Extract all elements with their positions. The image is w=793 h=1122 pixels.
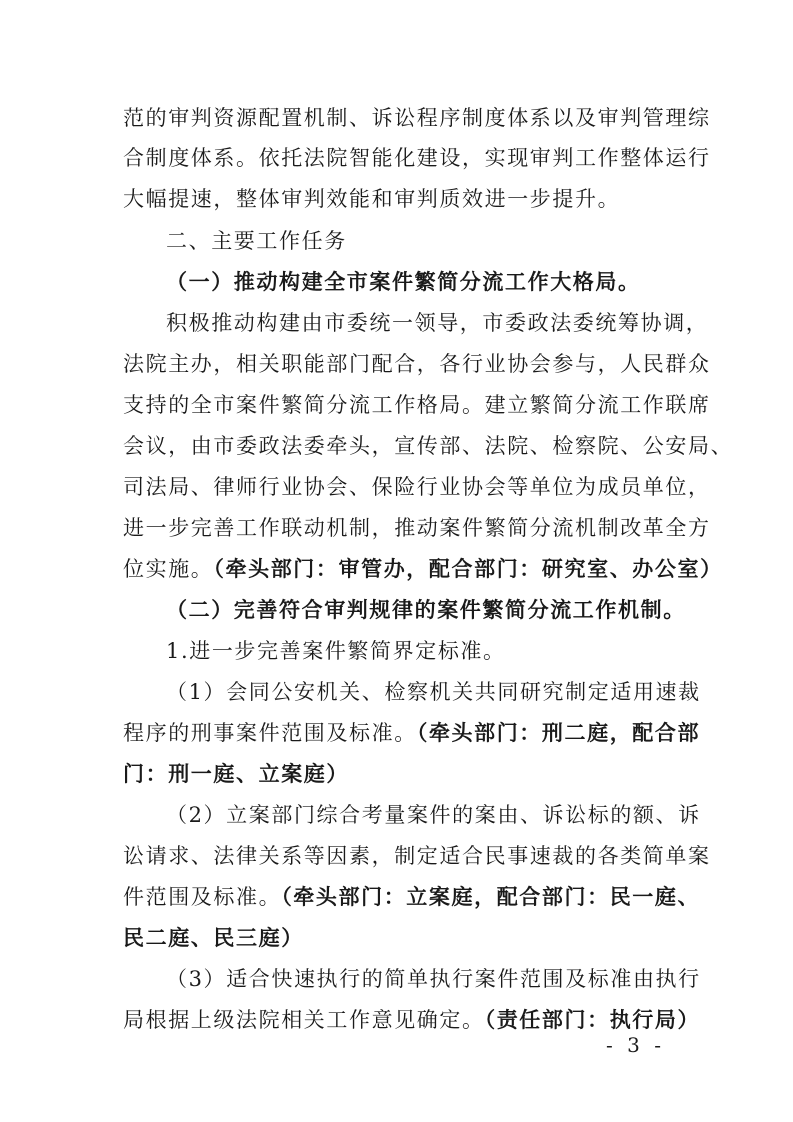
text-segment: 位实施。 [123, 557, 214, 581]
responsibility-note: 门：刑一庭、立案庭） [123, 762, 349, 786]
text-segment: 程序的刑事案件范围及标准。 [123, 721, 417, 745]
page-number: - 3 - [606, 1033, 665, 1057]
text-segment: 司法局、律师行业协会、保险行业协会等单位为成员单位， [123, 475, 711, 499]
responsibility-note: 民二庭、民三庭） [123, 926, 304, 950]
text-segment: 支持的全市案件繁简分流工作格局。建立繁简分流工作联席 [123, 393, 711, 417]
text-segment: 进一步完善工作联动机制，推动案件繁简分流机制改革全方 [123, 516, 711, 540]
paragraph-line [123, 431, 734, 461]
responsibility-note: （责任部门：执行局） [484, 1008, 701, 1032]
paragraph-line [123, 759, 683, 789]
text-segment: 件范围及标准。 [123, 885, 282, 909]
responsibility-note: （牵头部门：立案庭，配合部门：民一庭、 [281, 885, 701, 909]
text-segment: 合制度体系。依托法院智能化建设，实现审判工作整体运行 [123, 146, 711, 170]
text-segment: （3）适合快速执行的简单执行案件范围及标准由执行 [166, 967, 701, 991]
paragraph-line [123, 1005, 701, 1035]
subsection-heading [166, 595, 726, 625]
subsection-heading [166, 267, 726, 297]
paragraph-line [123, 841, 711, 871]
text-segment: 1.进一步完善案件繁简界定标准。 [166, 639, 506, 663]
text-segment: （2）立案部门综合考量案件的案由、诉讼标的额、诉 [166, 803, 701, 827]
text-segment: （一）推动构建全市案件繁简分流工作大格局。 [166, 270, 641, 294]
paragraph-line [123, 390, 711, 420]
paragraph-line [123, 103, 711, 133]
paragraph-line [123, 184, 683, 214]
paragraph-line [123, 143, 711, 173]
item-heading [166, 636, 726, 666]
paragraph-line [166, 677, 726, 707]
text-segment: （二）完善符合审判规律的案件繁简分流工作机制。 [166, 598, 686, 622]
responsibility-note: （牵头部门：刑二庭，配合部 [416, 721, 701, 745]
text-segment: 范的审判资源配置机制、诉讼程序制度体系以及审判管理综 [123, 106, 711, 130]
section-heading [166, 226, 726, 256]
paragraph-line [123, 472, 711, 502]
responsibility-note: （牵头部门：审管办，配合部门：研究室、办公室） [213, 557, 723, 581]
paragraph-line [123, 513, 711, 543]
paragraph-line [123, 349, 711, 379]
text-segment: 法院主办，相关职能部门配合，各行业协会参与，人民群众 [123, 352, 711, 376]
paragraph-line [123, 554, 723, 584]
paragraph-line [123, 923, 683, 953]
text-segment: 大幅提速，整体审判效能和审判质效进一步提升。 [123, 187, 621, 211]
text-segment: （1）会同公安机关、检察机关共同研究制定适用速裁 [166, 680, 701, 704]
paragraph-line [123, 882, 701, 912]
text-segment: 积极推动构建由市委统一领导，市委政法委统筹协调， [166, 311, 709, 335]
paragraph-line [123, 718, 701, 748]
text-segment: 讼请求、法律关系等因素，制定适合民事速裁的各类简单案 [123, 844, 711, 868]
text-segment: 二、主要工作任务 [166, 229, 347, 253]
paragraph-line [166, 800, 726, 830]
paragraph-line [166, 964, 726, 994]
text-segment: 会议，由市委政法委牵头，宣传部、法院、检察院、公安局、 [123, 434, 734, 458]
paragraph-line [166, 308, 726, 338]
text-segment: 局根据上级法院相关工作意见确定。 [123, 1008, 485, 1032]
